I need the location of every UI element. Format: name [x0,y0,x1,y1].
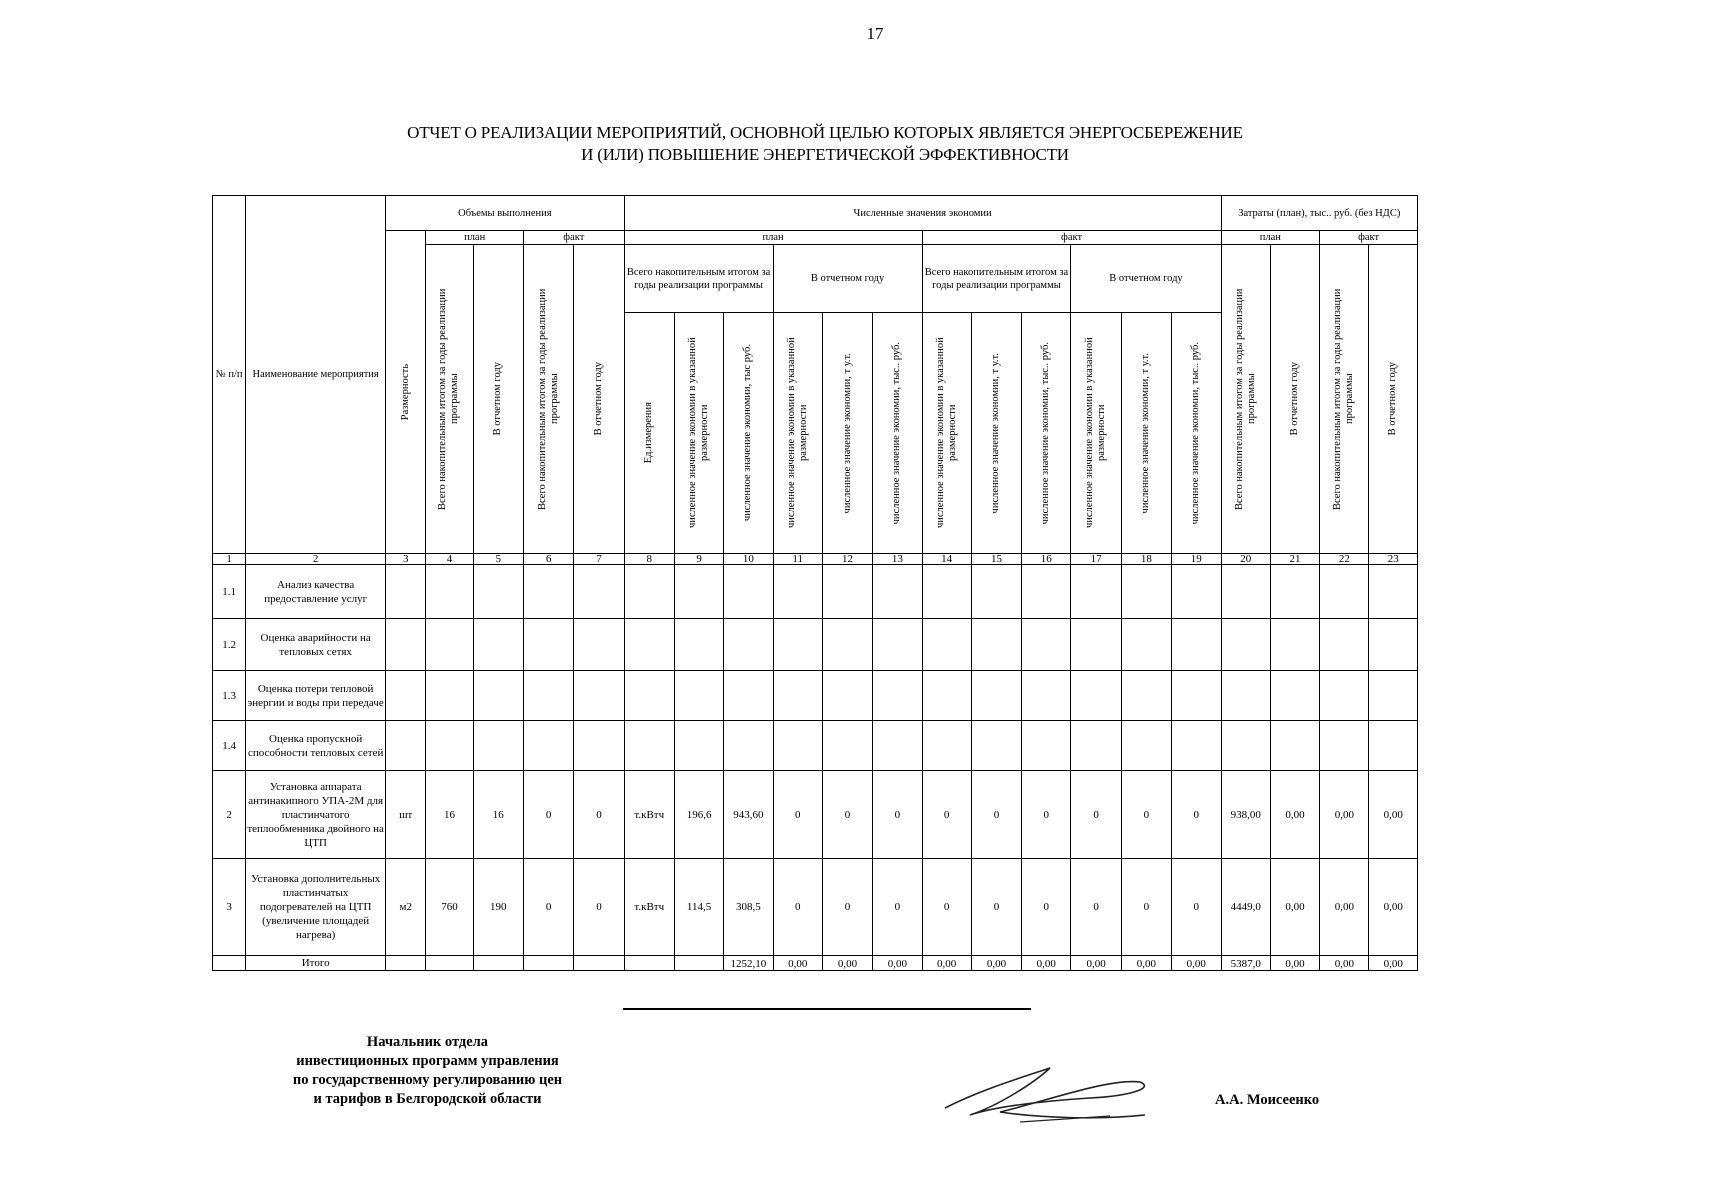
row-cell: 938,00 [1221,771,1270,859]
header-vol-plan-year: В отчетном году [473,245,523,554]
header-volumes-fact: факт [523,231,624,245]
row-cell: 0 [1071,771,1121,859]
total-cell [426,956,473,971]
row-cell [1121,671,1171,721]
total-cell [674,956,723,971]
row-cell [523,721,573,771]
row-cell [724,671,773,721]
column-number-cell: 11 [773,554,822,565]
row-cell [1221,565,1270,619]
header-volumes-plan: план [426,231,524,245]
row-cell: 0 [523,771,573,859]
row-cell: т.кВтч [624,859,674,956]
header-economy: Численные значения экономии [624,196,1221,231]
row-cell [1071,671,1121,721]
column-number-cell: 12 [822,554,872,565]
report-title-line-2: И (ИЛИ) ПОВЫШЕНИЕ ЭНЕРГЕТИЧЕСКОЙ ЭФФЕКТИВНОСТИ [581,145,1069,164]
row-cell [724,565,773,619]
row-cell: 114,5 [674,859,723,956]
table-row [213,619,1418,671]
row-cell: 0 [773,859,822,956]
row-cell: 0 [873,771,922,859]
row-cell [1121,565,1171,619]
header-name: Наименование мероприятия [246,196,386,554]
row-cell: 760 [426,859,473,956]
row-cell [674,721,723,771]
row-cell: 0 [971,771,1021,859]
row-cell: 0 [1022,859,1071,956]
row-cell [473,619,523,671]
row-cell [1369,671,1418,721]
header-cost-fact-year: В отчетном году [1369,245,1418,554]
column-number-cell: 10 [724,554,773,565]
row-cell [822,619,872,671]
header-dimension: Размерность [386,231,426,554]
row-index: 3 [213,859,246,956]
row-cell [386,565,426,619]
row-cell: 16 [426,771,473,859]
column-number-cell: 3 [386,554,426,565]
row-name: Анализ качества предоставление услуг [246,565,386,619]
row-cell: 308,5 [724,859,773,956]
total-cell: 0,00 [773,956,822,971]
header-econ-fact-cum: Всего накопительным итогом за годы реализации программы [922,245,1071,313]
header-costs-fact: факт [1320,231,1418,245]
header-fact-cum-dim: численное значение экономии в указанной размерности [922,313,971,554]
row-cell: 0 [873,859,922,956]
row-cell: 0 [922,859,971,956]
report-title [300,122,1350,166]
total-cell [574,956,624,971]
column-number-cell: 14 [922,554,971,565]
header-vol-fact-year: В отчетном году [574,245,624,554]
column-number-cell: 6 [523,554,573,565]
row-cell [624,671,674,721]
total-cell: 0,00 [822,956,872,971]
column-number-cell: 20 [1221,554,1270,565]
row-cell: 0 [1121,859,1171,956]
row-index: 1.4 [213,721,246,771]
row-cell [1071,619,1121,671]
row-cell: м2 [386,859,426,956]
total-cell: 0,00 [971,956,1021,971]
row-cell: 0 [1172,859,1221,956]
row-cell: 0 [574,771,624,859]
row-cell [1071,721,1121,771]
row-cell [1320,619,1369,671]
total-row [213,956,1418,971]
report-table [212,195,1418,971]
column-number-cell: 8 [624,554,674,565]
row-cell [873,721,922,771]
page-number: 17 [866,24,884,43]
total-cell: 5387,0 [1221,956,1270,971]
row-cell: 0 [1172,771,1221,859]
row-cell [386,619,426,671]
row-cell: 0,00 [1320,771,1369,859]
header-econ-plan-cum: Всего накопительным итогом за годы реализации программы [624,245,773,313]
row-cell: 0 [922,771,971,859]
row-cell: 0 [773,771,822,859]
header-num: № п/п [213,196,246,554]
row-cell [822,721,872,771]
row-cell [426,671,473,721]
row-cell [822,671,872,721]
row-cell [523,671,573,721]
table-row [213,671,1418,721]
signatory-title-line-3: по государственному регулированию цен [292,1072,563,1088]
header-cost-plan-cum: Всего накопительным итогом за годы реализации программы [1221,245,1270,554]
total-cell: 0,00 [873,956,922,971]
row-cell [386,671,426,721]
row-cell [922,619,971,671]
row-cell [1022,565,1071,619]
column-number-cell: 5 [473,554,523,565]
row-cell [1270,619,1319,671]
row-cell [1221,721,1270,771]
row-cell: 0,00 [1270,859,1319,956]
row-cell [1172,671,1221,721]
total-cell [624,956,674,971]
header-econ-fact-year: В отчетном году [1071,245,1221,313]
row-cell [523,619,573,671]
row-cell [426,721,473,771]
row-cell: 943,60 [724,771,773,859]
row-cell [822,565,872,619]
row-cell [674,671,723,721]
column-number-cell: 16 [1022,554,1071,565]
total-cell [523,956,573,971]
total-label: Итого [246,956,386,971]
table-row [213,771,1418,859]
total-index [213,956,246,971]
row-cell [1270,565,1319,619]
header-econ-plan-year: В отчетном году [773,245,922,313]
row-cell [1121,619,1171,671]
row-cell: 0,00 [1369,771,1418,859]
header-economy-plan: план [624,231,922,245]
table-row [213,565,1418,619]
row-cell [1022,671,1071,721]
row-index: 1.1 [213,565,246,619]
row-cell [574,671,624,721]
header-cost-plan-year: В отчетном году [1270,245,1319,554]
column-number-cell: 19 [1172,554,1221,565]
row-cell: 0 [1071,859,1121,956]
row-cell [1320,671,1369,721]
row-cell [1172,565,1221,619]
row-cell [386,721,426,771]
header-plan-year-dim: численное значение экономии в указанной размерности [773,313,822,554]
total-cell: 0,00 [1071,956,1121,971]
header-fact-year-tut: численное значение экономии, т у.т. [1121,313,1171,554]
signatory-title [250,1033,605,1109]
row-name: Оценка аварийности на тепловых сетях [246,619,386,671]
header-costs: Затраты (план), тыс.. руб. (без НДС) [1221,196,1417,231]
row-cell: 190 [473,859,523,956]
row-cell [873,671,922,721]
row-cell [473,721,523,771]
row-index: 1.3 [213,671,246,721]
header-vol-plan-cum: Всего накопительным итогом за годы реализации программы [426,245,473,554]
header-volumes: Объемы выполнения [386,196,625,231]
total-cell [473,956,523,971]
total-cell: 0,00 [1172,956,1221,971]
row-cell [773,671,822,721]
total-cell: 1252,10 [724,956,773,971]
row-cell [922,721,971,771]
row-cell [624,619,674,671]
row-cell: 4449,0 [1221,859,1270,956]
row-cell [624,565,674,619]
row-cell [873,565,922,619]
row-cell [971,619,1021,671]
row-cell [724,721,773,771]
column-number-cell: 17 [1071,554,1121,565]
row-cell [473,671,523,721]
row-cell [426,565,473,619]
total-cell: 0,00 [1320,956,1369,971]
row-cell [971,671,1021,721]
row-cell [523,565,573,619]
row-cell [1022,619,1071,671]
column-number-cell: 18 [1121,554,1171,565]
row-cell [1369,721,1418,771]
header-plan-cum-rub: численное значение экономии, тыс руб. [724,313,773,554]
row-cell: 0 [971,859,1021,956]
signature-line [623,1008,1031,1010]
row-cell [1221,671,1270,721]
row-cell [971,721,1021,771]
row-cell [1121,721,1171,771]
header-fact-year-dim: численное значение экономии в указанной размерности [1071,313,1121,554]
table-row [213,859,1418,956]
row-cell [1320,721,1369,771]
row-name: Установка дополнительных пластинчатых подогревателей на ЦТП (увеличение площадей нагрева) [246,859,386,956]
row-name: Установка аппарата антинакипного УПА-2М для пластинчатого теплообменника двойного на ЦТП [246,771,386,859]
total-cell: 0,00 [922,956,971,971]
total-cell: 0,00 [1369,956,1418,971]
row-cell [574,619,624,671]
row-index: 2 [213,771,246,859]
total-cell: 0,00 [1270,956,1319,971]
row-cell [1320,565,1369,619]
row-cell: 0,00 [1320,859,1369,956]
row-cell [574,721,624,771]
header-economy-fact: факт [922,231,1221,245]
row-name: Оценка пропускной способности тепловых сетей [246,721,386,771]
row-cell [1071,565,1121,619]
column-number-cell: 1 [213,554,246,565]
row-cell: 0 [1121,771,1171,859]
row-cell: 0,00 [1369,859,1418,956]
total-cell: 0,00 [1022,956,1071,971]
row-cell [1172,721,1221,771]
row-cell: 0 [822,859,872,956]
row-cell [1270,671,1319,721]
row-cell [1270,721,1319,771]
column-number-cell: 4 [426,554,473,565]
row-index: 1.2 [213,619,246,671]
header-plan-year-rub: численное значение экономии, тыс.. руб. [873,313,922,554]
signatory-name: А.А. Моисеенко [1215,1092,1320,1108]
row-cell [873,619,922,671]
row-cell: т.кВтч [624,771,674,859]
table-body [213,554,1418,971]
header-fact-year-rub: численное значение экономии, тыс.. руб. [1172,313,1221,554]
row-cell [473,565,523,619]
header-plan-cum-dim: численное значение экономии в указанной размерности [674,313,723,554]
row-cell [971,565,1021,619]
row-cell: 16 [473,771,523,859]
row-cell [1369,565,1418,619]
column-number-cell: 21 [1270,554,1319,565]
total-cell [386,956,426,971]
row-cell [1221,619,1270,671]
row-cell [624,721,674,771]
header-unit: Ед.измерения [624,313,674,554]
header-cost-fact-cum: Всего накопительным итогом за годы реализации программы [1320,245,1369,554]
row-cell [922,671,971,721]
column-number-cell: 15 [971,554,1021,565]
row-name: Оценка потери тепловой энергии и воды при передаче [246,671,386,721]
signatory-title-line-2: инвестиционных программ управления [296,1053,559,1069]
signatory-title-line-4: и тарифов в Белгородской области [313,1091,542,1107]
column-number-cell: 9 [674,554,723,565]
row-cell: 0 [523,859,573,956]
row-cell [773,565,822,619]
column-number-row [213,554,1418,565]
signatory-title-line-1: Начальник отдела [366,1034,489,1050]
total-cell: 0,00 [1121,956,1171,971]
row-cell: 0 [822,771,872,859]
row-cell [674,619,723,671]
header-plan-year-tut: численное значение экономии, т у.т. [822,313,872,554]
row-cell [724,619,773,671]
row-cell: 196,6 [674,771,723,859]
row-cell: 0,00 [1270,771,1319,859]
header-fact-cum-tut: численное значение экономии, т у.т. [971,313,1021,554]
row-cell [574,565,624,619]
row-cell [426,619,473,671]
row-cell [773,619,822,671]
column-number-cell: 13 [873,554,922,565]
row-cell: шт [386,771,426,859]
header-costs-plan: план [1221,231,1320,245]
column-number-cell: 2 [246,554,386,565]
header-fact-cum-rub: численное значение экономии, тыс.. руб. [1022,313,1071,554]
row-cell [1022,721,1071,771]
header-vol-fact-cum: Всего накопительным итогом за годы реализации программы [523,245,573,554]
row-cell: 0 [574,859,624,956]
column-number-cell: 7 [574,554,624,565]
handwritten-signature [940,1060,1170,1130]
row-cell [674,565,723,619]
report-title-line-1: ОТЧЕТ О РЕАЛИЗАЦИИ МЕРОПРИЯТИЙ, ОСНОВНОЙ ЦЕЛЬЮ КОТОРЫХ ЯВЛЯЕТСЯ ЭНЕРГОСБЕРЕЖЕНИЕ [407,123,1243,142]
table-row [213,721,1418,771]
row-cell [773,721,822,771]
row-cell [922,565,971,619]
row-cell [1369,619,1418,671]
column-number-cell: 23 [1369,554,1418,565]
row-cell [1172,619,1221,671]
row-cell: 0 [1022,771,1071,859]
column-number-cell: 22 [1320,554,1369,565]
